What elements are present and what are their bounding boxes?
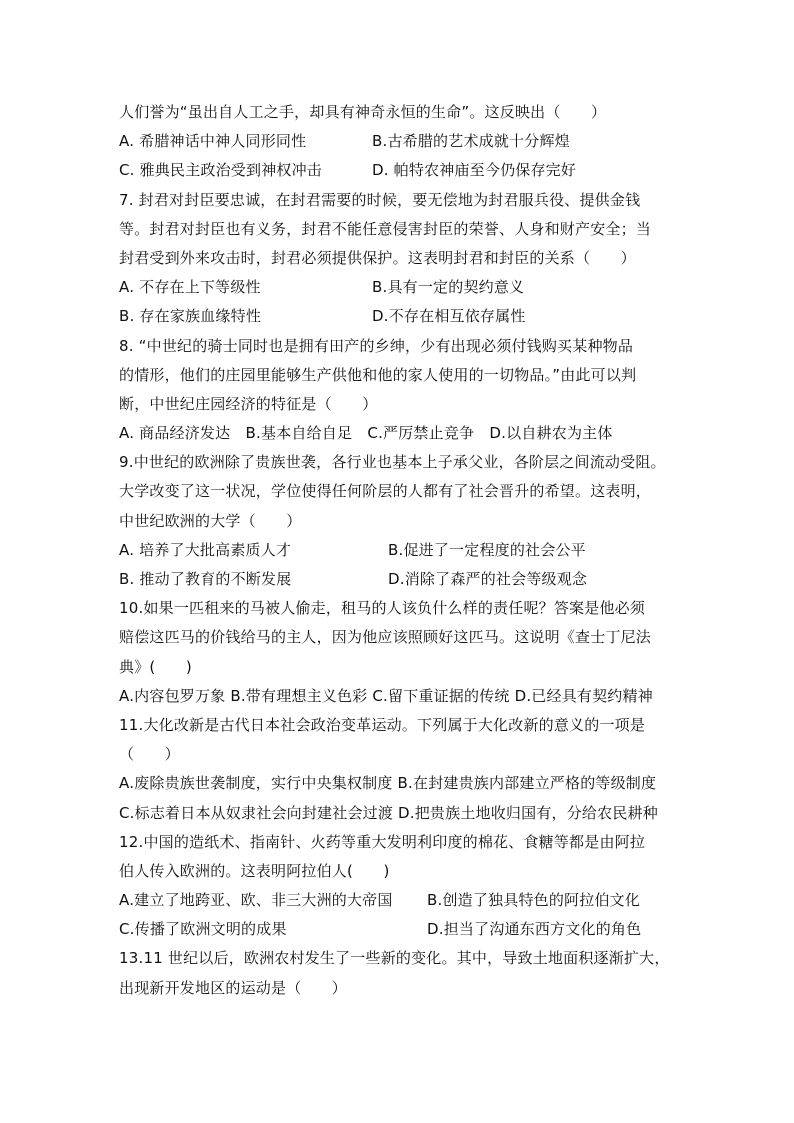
option-row <box>119 127 679 156</box>
text-line: C.标志着日本从奴隶社会向封建社会过渡 D.把贵族土地收归国有，分给农民耕种 <box>119 803 658 822</box>
option-left: A.建立了地跨亚、欧、非三大洲的大帝国 <box>119 891 393 910</box>
text-line: 典》( ) <box>119 657 192 676</box>
option-left: A. 希腊神话中神人同形同性 <box>119 132 307 151</box>
text-line: （ ） <box>119 745 180 764</box>
text-line: 断，中世纪庄园经济的特征是（ ） <box>119 394 378 413</box>
option-left: C. 雅典民主政治受到神权冲击 <box>119 161 323 180</box>
text-line: 12.中国的造纸术、指南针、火药等重大发明利印度的棉花、食糖等都是由阿拉 <box>119 832 646 851</box>
option-left: A. 培养了大批高素质人才 <box>119 540 292 559</box>
option-left: B. 存在家族血缘特性 <box>119 307 262 326</box>
text-line: 中世纪欧洲的大学（ ） <box>119 511 302 530</box>
text-line: 赔偿这匹马的价钱给马的主人，因为他应该照顾好这匹马。这说明《查士丁尼法 <box>119 628 652 647</box>
text-line: 大学改变了这一状况，学位使得任何阶层的人都有了社会晋升的希望。这表明， <box>119 482 652 501</box>
option-right: D. 帕特农神庙至今仍保存完好 <box>372 161 577 180</box>
text-line: A.内容包罗万象 B.带有理想主义色彩 C.留下重证据的传统 D.已经具有契约精神 <box>119 686 653 705</box>
text-line: 10.如果一匹租来的马被人偷走，租马的人该负什么样的责任呢？答案是他必须 <box>119 599 646 618</box>
text-line: 11.大化改新是古代日本社会政治变革运动。下列属于大化改新的意义的一项是 <box>119 715 646 734</box>
text-line: A. 商品经济发达 B.基本自给自足 C.严厉禁止竞争 D.以自耕农为主体 <box>119 424 613 443</box>
option-right: D.消除了森严的社会等级观念 <box>388 570 588 588</box>
option-left: C.传播了欧洲文明的成果 <box>119 920 287 939</box>
question-text-block <box>119 98 679 1003</box>
option-row <box>119 915 679 944</box>
option-left: B. 推动了教育的不断发展 <box>119 570 292 588</box>
option-row <box>119 302 679 331</box>
option-row <box>119 156 679 185</box>
text-line: 9.中世纪的欧洲除了贵族世袭，各行业也基本上子承父业，各阶层之间流动受阻。 <box>119 453 666 472</box>
option-row <box>119 565 679 594</box>
text-line: 13.11 世纪以后，欧洲农村发生了一些新的变化。其中，导致土地面积逐渐扩大， <box>119 949 670 968</box>
option-right: D.担当了沟通东西方文化的角色 <box>427 920 642 939</box>
option-right: D.不存在相互依存属性 <box>372 307 526 326</box>
option-right: B.具有一定的契约意义 <box>372 278 525 297</box>
option-row <box>119 273 679 302</box>
text-line: 出现新开发地区的运动是（ ） <box>119 978 348 997</box>
text-line: 等。封君对封臣也有义务，封君不能任意侵害封臣的荣誉、人身和财产安全；当 <box>119 219 652 238</box>
text-line: A.废除贵族世袭制度，实行中央集权制度 B.在封建贵族内部建立严格的等级制度 <box>119 774 657 793</box>
text-line: 伯人传入欧洲的。这表明阿拉伯人( ) <box>119 861 390 880</box>
option-right: B.古希腊的艺术成就十分辉煌 <box>372 132 570 151</box>
option-row <box>119 886 679 915</box>
option-row <box>119 536 679 565</box>
option-right: B.促进了一定程度的社会公平 <box>388 540 586 559</box>
option-left: A. 不存在上下等级性 <box>119 278 261 297</box>
option-right: B.创造了独具特色的阿拉伯文化 <box>427 891 641 910</box>
text-line: 封君受到外来攻击时，封君必须提供保护。这表明封君和封臣的关系（ ） <box>119 248 636 267</box>
text-line: 7. 封君对封臣要忠诚，在封君需要的时候，要无偿地为封君服兵役、提供金钱 <box>119 190 641 209</box>
text-line: 8. “中世纪的骑士同时也是拥有田产的乡绅，少有出现必须付钱购买某种物品 <box>119 336 634 355</box>
text-line: 人们誉为“虽出自人工之手，却具有神奇永恒的生命”。这反映出（ ） <box>119 103 607 121</box>
text-line: 的情形，他们的庄园里能够生产供他和他的家人使用的一切物品。”由此可以判 <box>119 365 637 384</box>
